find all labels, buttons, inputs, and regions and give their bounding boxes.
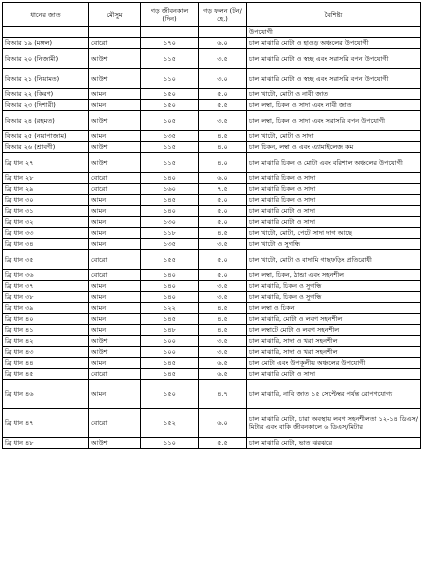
cell-yield: ৩.৫ <box>199 281 247 292</box>
cell-season: আমন <box>89 206 141 217</box>
cell-season: বোরো <box>89 250 141 270</box>
cell-features: চাল খাটো, মোটা, পেটে সাদা দাগ আছে <box>247 228 421 239</box>
cell-season: বোরো <box>89 184 141 195</box>
cell-variety: বিআর ২৫ (নয়াপাজাম) <box>3 131 89 142</box>
cell-variety: ব্রি ধান ২৮ <box>3 173 89 184</box>
table-row <box>3 409 421 438</box>
cell-yield: ৫.৫ <box>199 438 247 449</box>
cell-duration: ১৫২ <box>141 409 199 438</box>
cell-duration: ১০০ <box>141 336 199 347</box>
table-row <box>3 347 421 358</box>
cell-variety: বিআর ২৪ (রহমত) <box>3 111 89 131</box>
cell-variety: ব্রি ধান ৪৬ <box>3 380 89 409</box>
cell-season: আমন <box>89 217 141 228</box>
cell-yield: ৩.৫ <box>199 292 247 303</box>
cell-season: বোরো <box>89 369 141 380</box>
header-duration: গড় জীবনকাল (দিন) <box>141 3 199 27</box>
cell-season: আউশ <box>89 153 141 173</box>
cell-duration: ১৩৫ <box>141 131 199 142</box>
cell-duration: ১৫০ <box>141 100 199 111</box>
cell-season: আউশ <box>89 438 141 449</box>
table-row <box>3 27 421 38</box>
cell-duration: ১৪০ <box>141 206 199 217</box>
cell-yield: ৪.৭ <box>199 380 247 409</box>
header-season: মৌসুম <box>89 3 141 27</box>
cell-yield: ৫.০ <box>199 89 247 100</box>
cell-duration: ১৪০ <box>141 173 199 184</box>
cell-features: চাল মাঝারি চিকন ও মোটা এবং বরিশাল অঞ্চলের উপযোগী <box>247 153 421 173</box>
cell-features: চাল মাঝারি, নাবি জাত ১৫ সেপ্টেম্বর পর্যন্ত রোপণযোগ্য <box>247 380 421 409</box>
cell-features: চাল লম্বা, চিকন, ঠান্ডা এবং সহনশীল <box>247 270 421 281</box>
cell-season: আউশ <box>89 111 141 131</box>
cell-yield: ৭.৫ <box>199 184 247 195</box>
cell-duration: ১৪০ <box>141 270 199 281</box>
cell-variety: ব্রি ধান ৪৮ <box>3 438 89 449</box>
cell-season: আমন <box>89 281 141 292</box>
cell-variety: ব্রি ধান ৩৪ <box>3 239 89 250</box>
table-row <box>3 325 421 336</box>
cell-duration: ১৬০ <box>141 184 199 195</box>
cell-season <box>89 27 141 38</box>
cell-yield: ৫.০ <box>199 270 247 281</box>
cell-duration: ১১০ <box>141 69 199 89</box>
cell-yield: ৪.৫ <box>199 131 247 142</box>
cell-yield: ৩.৫ <box>199 336 247 347</box>
cell-features: চাল মাঝারি মোটা, চারা অবস্থায় লবণ সহনশীলতা ১২-১৪ ডিএস/মিটার এবং বাকি জীবনকালে ৬ ডিএস/মিটার <box>247 409 421 438</box>
cell-features: চাল খাটো ও সুগন্ধি <box>247 239 421 250</box>
cell-features: উপযোগী <box>247 27 421 38</box>
cell-yield: ৫.৫ <box>199 100 247 111</box>
cell-duration: ১১৫ <box>141 153 199 173</box>
header-row <box>3 3 421 27</box>
cell-season: আমন <box>89 131 141 142</box>
cell-variety: ব্রি ধান ৪২ <box>3 336 89 347</box>
cell-features: চাল মাঝারি মোটা ও স্বচ্ছ এবং সরাসরি বপন উপযোগী <box>247 49 421 69</box>
table-row <box>3 438 421 449</box>
cell-season: আমন <box>89 358 141 369</box>
cell-features: চাল লম্বাটে মোটা ও লবণ সহনশীল <box>247 325 421 336</box>
table-row <box>3 336 421 347</box>
cell-variety: বিআর ২১ (নিয়ামত) <box>3 69 89 89</box>
cell-features: চাল মাঝারি মোটা ও সাদা <box>247 369 421 380</box>
cell-variety: ব্রি ধান ৪৫ <box>3 369 89 380</box>
cell-features: চাল মাঝারি মোটা ও হাওড় অঞ্চলের উপযোগী <box>247 38 421 49</box>
cell-season: আমন <box>89 89 141 100</box>
cell-features: চাল মাঝারি, সাদা ও খরা সহনশীল <box>247 347 421 358</box>
cell-duration: ১২২ <box>141 303 199 314</box>
table-row <box>3 184 421 195</box>
cell-features: চাল লম্বা, চিকন ও সাদা এবং সরাসরি বপন উপযোগী <box>247 111 421 131</box>
cell-features: চাল চিকন, লম্বা ও এবং এ্যামাইলেজ কম <box>247 142 421 153</box>
cell-features: চাল মাঝারি মোটা ও সাদা <box>247 206 421 217</box>
cell-yield: ৪.৫ <box>199 325 247 336</box>
cell-yield: ৩.৫ <box>199 347 247 358</box>
table-row <box>3 38 421 49</box>
cell-features: চাল মাঝারি, চিকন ও সুগন্ধি <box>247 292 421 303</box>
cell-yield <box>199 27 247 38</box>
cell-variety: ব্রি ধান ৩৬ <box>3 270 89 281</box>
table-row <box>3 153 421 173</box>
cell-features: চাল মাঝারি, সাদা ও খরা সহনশীল <box>247 336 421 347</box>
cell-season: বোরো <box>89 270 141 281</box>
cell-variety: ব্রি ধান ২৯ <box>3 184 89 195</box>
cell-yield: ৪.৫ <box>199 228 247 239</box>
cell-yield: ৫.০ <box>199 250 247 270</box>
cell-duration: ১১৮ <box>141 228 199 239</box>
cell-season: আমন <box>89 303 141 314</box>
table-row <box>3 217 421 228</box>
table-row <box>3 206 421 217</box>
cell-features: চাল মাঝারি চিকন ও সাদা <box>247 173 421 184</box>
cell-yield: ৩.০ <box>199 69 247 89</box>
table-row <box>3 100 421 111</box>
header-features: বৈশিষ্ট্য <box>247 3 421 27</box>
cell-yield: ৫.০ <box>199 206 247 217</box>
table-row <box>3 69 421 89</box>
cell-variety: ব্রি ধান ৪০ <box>3 314 89 325</box>
cell-duration: ১৪৫ <box>141 369 199 380</box>
cell-season: আমন <box>89 380 141 409</box>
cell-features: চাল লম্বা ও চিকন <box>247 303 421 314</box>
cell-yield: ৩.৫ <box>199 239 247 250</box>
cell-duration: ১৩০ <box>141 217 199 228</box>
cell-duration: ১৭০ <box>141 38 199 49</box>
table-row <box>3 239 421 250</box>
cell-features: চাল খাটো, মোটা ও সাদা <box>247 131 421 142</box>
cell-variety: বিআর ২৬ (শ্রাবণী) <box>3 142 89 153</box>
cell-season: আউশ <box>89 336 141 347</box>
cell-variety: বিআর ১৯ (মঙ্গল) <box>3 38 89 49</box>
cell-yield: ৪.৫ <box>199 303 247 314</box>
cell-duration: ১১৫ <box>141 142 199 153</box>
header-variety: ধানের জাত <box>3 3 89 27</box>
cell-variety: ব্রি ধান ৪৪ <box>3 358 89 369</box>
table-row <box>3 292 421 303</box>
cell-variety: ব্রি ধান ৩০ <box>3 195 89 206</box>
table-row <box>3 358 421 369</box>
cell-duration: ১০০ <box>141 347 199 358</box>
table-body <box>3 27 421 449</box>
cell-features: চাল মোটা এবং উপকূলীয় অঞ্চলের উপযোগী <box>247 358 421 369</box>
cell-season: আমন <box>89 292 141 303</box>
cell-duration: ১০৫ <box>141 111 199 131</box>
cell-features: চাল মাঝারি, মোটা ও লবণ সহনশীল <box>247 314 421 325</box>
cell-features: চাল মাঝারি চিকন ও সাদা <box>247 184 421 195</box>
table-row <box>3 380 421 409</box>
cell-yield: ৪.০ <box>199 153 247 173</box>
cell-duration: ১৫০ <box>141 380 199 409</box>
cell-variety: বিআর ২২ (কিরণ) <box>3 89 89 100</box>
cell-duration <box>141 27 199 38</box>
cell-season: আমন <box>89 195 141 206</box>
cell-yield: ৩.৫ <box>199 49 247 69</box>
cell-features: চাল খাটো, মোটা ও নাবী জাত <box>247 89 421 100</box>
cell-yield: ৫.০ <box>199 195 247 206</box>
cell-features: চাল মাঝারি চিকন ও সাদা <box>247 195 421 206</box>
cell-yield: ৩.৫ <box>199 111 247 131</box>
cell-variety: ব্রি ধান ৩৭ <box>3 281 89 292</box>
table-row <box>3 49 421 69</box>
cell-duration: ১৪০ <box>141 281 199 292</box>
cell-variety: বিআর ২০ (নিজামী) <box>3 49 89 69</box>
table-row <box>3 131 421 142</box>
cell-season: বোরো <box>89 409 141 438</box>
cell-duration: ১৩৫ <box>141 239 199 250</box>
cell-variety: ব্রি ধান ৪৩ <box>3 347 89 358</box>
cell-yield: ৬.০ <box>199 173 247 184</box>
cell-season: আমন <box>89 228 141 239</box>
rice-varieties-table <box>2 2 421 449</box>
cell-variety: ব্রি ধান ৩৫ <box>3 250 89 270</box>
cell-features: চাল মাঝারি, চিকন ও সুগন্ধি <box>247 281 421 292</box>
table-row <box>3 270 421 281</box>
cell-duration: ১৫৫ <box>141 250 199 270</box>
cell-yield: ৪.৫ <box>199 314 247 325</box>
cell-season: বোরো <box>89 38 141 49</box>
cell-duration: ১৪৫ <box>141 358 199 369</box>
cell-duration: ১১৫ <box>141 49 199 69</box>
table-row <box>3 173 421 184</box>
cell-variety: ব্রি ধান ৪৭ <box>3 409 89 438</box>
cell-duration: ১৪০ <box>141 292 199 303</box>
cell-yield: ৬.৫ <box>199 358 247 369</box>
cell-duration: ১৪৫ <box>141 314 199 325</box>
cell-season: আউশ <box>89 142 141 153</box>
table-row <box>3 303 421 314</box>
cell-duration: ১৪৫ <box>141 195 199 206</box>
cell-duration: ১৪৮ <box>141 325 199 336</box>
table-row <box>3 314 421 325</box>
cell-season: আউশ <box>89 347 141 358</box>
cell-features: চাল মাঝারি মোটা, ভাত ঝরঝরে <box>247 438 421 449</box>
cell-season: আউশ <box>89 69 141 89</box>
cell-variety: বিআর ২৩ (দিশারী) <box>3 100 89 111</box>
cell-variety: ব্রি ধান ৩২ <box>3 217 89 228</box>
cell-yield: ৬.০ <box>199 409 247 438</box>
cell-variety <box>3 27 89 38</box>
cell-features: চাল লম্বা, চিকন ও সাদা এবং নাবী জাত <box>247 100 421 111</box>
cell-variety: ব্রি ধান ৩৮ <box>3 292 89 303</box>
cell-variety: ব্রি ধান ৩৯ <box>3 303 89 314</box>
table-row <box>3 89 421 100</box>
cell-variety: ব্রি ধান ৪১ <box>3 325 89 336</box>
cell-features: চাল মাঝারি মোটা ও স্বচ্ছ এবং সরাসরি বপন উপযোগী <box>247 69 421 89</box>
cell-duration: ১১০ <box>141 438 199 449</box>
table-row <box>3 228 421 239</box>
header-yield: গড় ফলন (টন/হে.) <box>199 3 247 27</box>
cell-season: আমন <box>89 100 141 111</box>
cell-yield: ৪.০ <box>199 142 247 153</box>
cell-yield: ৬.০ <box>199 38 247 49</box>
cell-season: আমন <box>89 325 141 336</box>
cell-season: আমন <box>89 239 141 250</box>
cell-variety: ব্রি ধান ২৭ <box>3 153 89 173</box>
table-row <box>3 142 421 153</box>
cell-yield: ৬.৫ <box>199 369 247 380</box>
cell-season: আমন <box>89 314 141 325</box>
cell-features: চাল খাটো, মোটা ও বাদামি গাছফড়িং প্রতিরোধী <box>247 250 421 270</box>
table-row <box>3 369 421 380</box>
cell-duration: ১৫০ <box>141 89 199 100</box>
cell-features: চাল মাঝারি মোটা ও সাদা <box>247 217 421 228</box>
cell-yield: ৫.০ <box>199 217 247 228</box>
cell-season: আউশ <box>89 49 141 69</box>
cell-season: বোরো <box>89 173 141 184</box>
cell-variety: ব্রি ধান ৩১ <box>3 206 89 217</box>
table-row <box>3 250 421 270</box>
cell-variety: ব্রি ধান ৩৩ <box>3 228 89 239</box>
table-row <box>3 111 421 131</box>
table-row <box>3 195 421 206</box>
table-row <box>3 281 421 292</box>
